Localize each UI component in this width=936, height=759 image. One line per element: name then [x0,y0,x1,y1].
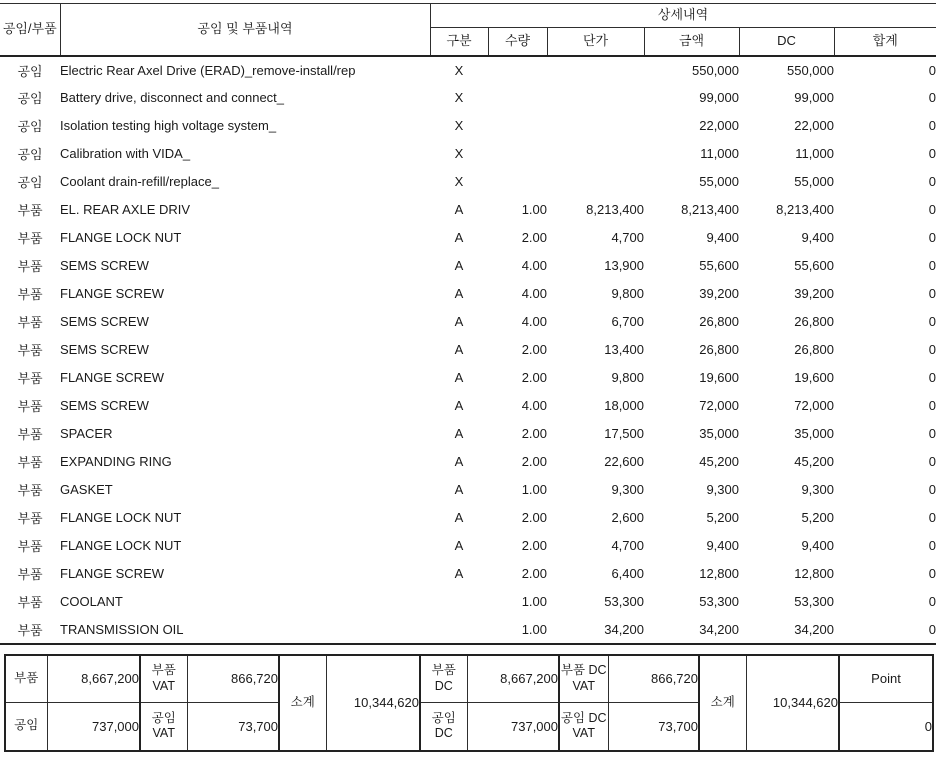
header-amount: 금액 [644,28,739,56]
cell-qty: 1.00 [521,202,547,217]
cell-qty: 2.00 [521,370,547,385]
cell-dc: 34,200 [794,621,834,637]
labor-label: 공임 [5,703,47,751]
header-dc: DC [739,28,834,56]
estimate-table [0,3,936,645]
table-row [0,196,936,224]
cell-cat: X [454,118,464,133]
cell-dc: 55,000 [794,174,834,189]
cell-total: 0 [928,398,936,413]
cell-type: 부품 [17,259,43,274]
subtotal2-value: 10,344,620 [746,655,839,751]
estimate-table-body [0,56,936,644]
cell-unit: 2,600 [611,510,644,525]
labor-vat-label: 공임 VAT [140,703,187,751]
cell-qty: 2.00 [521,426,547,441]
table-row [0,336,936,364]
cell-cat: A [454,454,464,469]
cell-cat [430,588,488,616]
cell-total: 0 [928,482,936,497]
cell-dc: 22,000 [794,118,834,133]
cell-amount: 9,300 [706,482,739,497]
labor-dc-label: 공임 DC [420,703,467,751]
cell-total: 0 [928,510,936,525]
table-row [0,392,936,420]
cell-unit: 13,900 [604,258,644,273]
cell-unit: 9,800 [611,286,644,301]
cell-amount: 5,200 [706,510,739,525]
cell-type: 부품 [17,567,43,582]
cell-total: 0 [928,146,936,161]
table-row [0,280,936,308]
cell-dc: 53,300 [794,594,834,609]
cell-type: 부품 [17,595,43,610]
cell-unit [547,140,644,168]
parts-dc-vat-value: 866,720 [608,655,699,703]
cell-desc: Coolant drain-refill/replace_ [60,174,219,189]
cell-qty: 4.00 [521,286,547,301]
cell-amount: 55,600 [699,258,739,273]
labor-dc-value: 737,000 [467,703,559,751]
cell-desc: COOLANT [60,594,123,609]
cell-amount: 35,000 [699,426,739,441]
cell-cat: X [454,174,464,189]
point-value: 0 [839,703,933,751]
cell-type: 부품 [17,622,43,638]
cell-desc: Electric Rear Axel Drive (ERAD)_remove-install/rep [60,62,356,78]
cell-type: 공임 [17,91,43,106]
cell-unit [547,84,644,112]
cell-unit: 4,700 [611,230,644,245]
cell-unit: 9,300 [611,482,644,497]
cell-qty [488,168,547,196]
cell-cat: A [454,202,464,217]
cell-total: 0 [928,258,936,273]
cell-desc: SEMS SCREW [60,398,149,413]
cell-qty [488,112,547,140]
cell-desc: SPACER [60,426,113,441]
cell-type: 부품 [17,511,43,526]
cell-total: 0 [928,594,936,609]
cell-amount: 26,800 [699,342,739,357]
cell-unit: 8,213,400 [586,202,644,217]
cell-dc: 35,000 [794,426,834,441]
cell-dc: 39,200 [794,286,834,301]
cell-total: 0 [928,370,936,385]
cell-desc: FLANGE LOCK NUT [60,538,182,553]
cell-unit: 4,700 [611,538,644,553]
cell-cat [430,616,488,644]
cell-unit: 22,600 [604,454,644,469]
table-row [0,420,936,448]
cell-total: 0 [928,62,936,78]
header-quantity: 수량 [488,28,547,56]
cell-type: 공임 [17,175,43,190]
cell-dc: 26,800 [794,314,834,329]
cell-cat: A [454,510,464,525]
cell-type: 공임 [17,119,43,134]
cell-dc: 8,213,400 [776,202,834,217]
cell-unit: 53,300 [604,594,644,609]
cell-dc: 26,800 [794,342,834,357]
cell-qty: 2.00 [521,230,547,245]
labor-dc-vat-label: 공임 DC VAT [559,703,608,751]
cell-dc: 550,000 [787,62,834,78]
cell-amount: 45,200 [699,454,739,469]
cell-cat: A [454,230,464,245]
cell-qty: 2.00 [521,510,547,525]
cell-desc: FLANGE LOCK NUT [60,230,182,245]
cell-dc: 55,600 [794,258,834,273]
cell-type: 부품 [17,203,43,218]
cell-total: 0 [928,202,936,217]
table-row [0,308,936,336]
subtotal2-label: 소계 [699,655,746,751]
cell-type: 부품 [17,287,43,302]
cell-amount: 9,400 [706,538,739,553]
parts-total-value: 8,667,200 [47,655,140,703]
cell-desc: Isolation testing high voltage system_ [60,118,277,133]
cell-unit [547,56,644,84]
table-row [0,616,936,644]
cell-desc: SEMS SCREW [60,258,149,273]
cell-unit: 17,500 [604,426,644,441]
table-row [0,112,936,140]
table-row [0,56,936,84]
table-row [0,504,936,532]
header-category: 구분 [430,28,488,56]
cell-unit: 13,400 [604,342,644,357]
cell-desc: FLANGE SCREW [60,370,165,385]
cell-total: 0 [928,621,936,637]
labor-dc-vat-value: 73,700 [608,703,699,751]
cell-qty [488,140,547,168]
estimate-table-header [0,4,936,56]
cell-unit: 6,400 [611,566,644,581]
cell-qty [488,84,547,112]
table-row [0,448,936,476]
table-row [0,532,936,560]
subtotal-label: 소계 [279,655,326,751]
parts-dc-label: 부품 DC [420,655,467,703]
cell-desc: SEMS SCREW [60,342,149,357]
cell-desc: Calibration with VIDA_ [60,146,191,161]
cell-desc: SEMS SCREW [60,314,149,329]
cell-total: 0 [928,426,936,441]
cell-desc: FLANGE SCREW [60,286,165,301]
cell-total: 0 [928,342,936,357]
cell-qty: 1.00 [521,621,547,637]
parts-vat-label: 부품 VAT [140,655,187,703]
cell-unit [547,112,644,140]
cell-amount: 12,800 [699,566,739,581]
cell-dc: 9,400 [801,230,834,245]
cell-amount: 9,400 [706,230,739,245]
cell-desc: GASKET [60,482,113,497]
cell-cat: A [454,482,464,497]
cell-cat: A [454,426,464,441]
cell-amount: 550,000 [692,62,739,78]
header-type-column: 공임/부품 [0,4,60,56]
cell-cat: X [454,62,464,78]
cell-qty: 2.00 [521,566,547,581]
cell-qty: 2.00 [521,342,547,357]
cell-cat: X [454,90,464,105]
cell-total: 0 [928,118,936,133]
cell-qty: 1.00 [521,594,547,609]
cell-type: 부품 [17,483,43,498]
cell-dc: 12,800 [794,566,834,581]
cell-amount: 39,200 [699,286,739,301]
cell-total: 0 [928,538,936,553]
cell-unit: 34,200 [604,621,644,637]
cell-type: 부품 [17,399,43,414]
cell-dc: 11,000 [795,146,834,161]
table-row [0,252,936,280]
cell-dc: 19,600 [794,370,834,385]
cell-dc: 72,000 [794,398,834,413]
cell-type: 부품 [17,315,43,330]
table-row [0,140,936,168]
header-desc-column: 공임 및 부품내역 [60,4,430,56]
cell-cat: A [454,370,464,385]
cell-total: 0 [928,90,936,105]
table-row [0,224,936,252]
cell-amount: 55,000 [699,174,739,189]
cell-amount: 22,000 [699,118,739,133]
cell-cat: A [454,314,464,329]
cell-cat: A [454,566,464,581]
cell-unit: 9,800 [611,370,644,385]
cell-unit: 6,700 [611,314,644,329]
cell-type: 부품 [17,539,43,554]
cell-amount: 53,300 [699,594,739,609]
cell-dc: 9,400 [801,538,834,553]
cell-desc: EXPANDING RING [60,454,172,469]
table-row [0,588,936,616]
cell-unit [547,168,644,196]
cell-type: 공임 [17,147,43,162]
parts-dc-vat-label: 부품 DC VAT [559,655,608,703]
parts-vat-value: 866,720 [187,655,279,703]
cell-cat: A [454,342,464,357]
cell-total: 0 [928,566,936,581]
table-row [0,476,936,504]
cell-qty: 4.00 [521,258,547,273]
totals-summary-table [4,654,934,752]
cell-dc: 5,200 [801,510,834,525]
table-row [0,168,936,196]
labor-total-value: 737,000 [47,703,140,751]
header-unit-price: 단가 [547,28,644,56]
cell-qty: 4.00 [521,398,547,413]
cell-amount: 72,000 [699,398,739,413]
table-row [0,560,936,588]
cell-dc: 99,000 [794,90,834,105]
cell-amount: 8,213,400 [681,202,739,217]
cell-desc: Battery drive, disconnect and connect_ [60,90,285,105]
cell-cat: A [454,258,464,273]
cell-dc: 45,200 [794,454,834,469]
table-row [0,84,936,112]
header-total: 합계 [834,28,936,56]
point-label: Point [839,655,933,703]
cell-total: 0 [928,174,936,189]
cell-dc: 9,300 [801,482,834,497]
cell-amount: 11,000 [700,146,739,161]
cell-desc: TRANSMISSION OIL [60,621,184,637]
cell-total: 0 [928,454,936,469]
cell-cat: A [454,538,464,553]
cell-type: 공임 [17,63,43,79]
parts-dc-value: 8,667,200 [467,655,559,703]
cell-qty: 4.00 [521,314,547,329]
cell-qty [488,56,547,84]
cell-cat: A [454,398,464,413]
table-row [0,364,936,392]
cell-qty: 2.00 [521,454,547,469]
cell-type: 부품 [17,427,43,442]
cell-amount: 99,000 [699,90,739,105]
cell-amount: 26,800 [699,314,739,329]
cell-total: 0 [928,286,936,301]
cell-amount: 34,200 [699,621,739,637]
cell-type: 부품 [17,455,43,470]
subtotal-value: 10,344,620 [326,655,420,751]
parts-label: 부품 [5,655,47,703]
cell-cat: X [454,146,464,161]
cell-type: 부품 [17,231,43,246]
cell-qty: 2.00 [521,538,547,553]
labor-vat-value: 73,700 [187,703,279,751]
summary-row-parts [5,655,933,703]
cell-cat: A [454,286,464,301]
cell-desc: FLANGE LOCK NUT [60,510,182,525]
cell-unit: 18,000 [604,398,644,413]
cell-desc: EL. REAR AXLE DRIV [60,202,191,217]
header-row-main [0,4,936,28]
cell-desc: FLANGE SCREW [60,566,165,581]
cell-type: 부품 [17,343,43,358]
cell-total: 0 [928,230,936,245]
cell-amount: 19,600 [699,370,739,385]
cell-type: 부품 [17,371,43,386]
cell-qty: 1.00 [521,482,547,497]
cell-total: 0 [928,314,936,329]
header-detail-group: 상세내역 [430,4,936,28]
